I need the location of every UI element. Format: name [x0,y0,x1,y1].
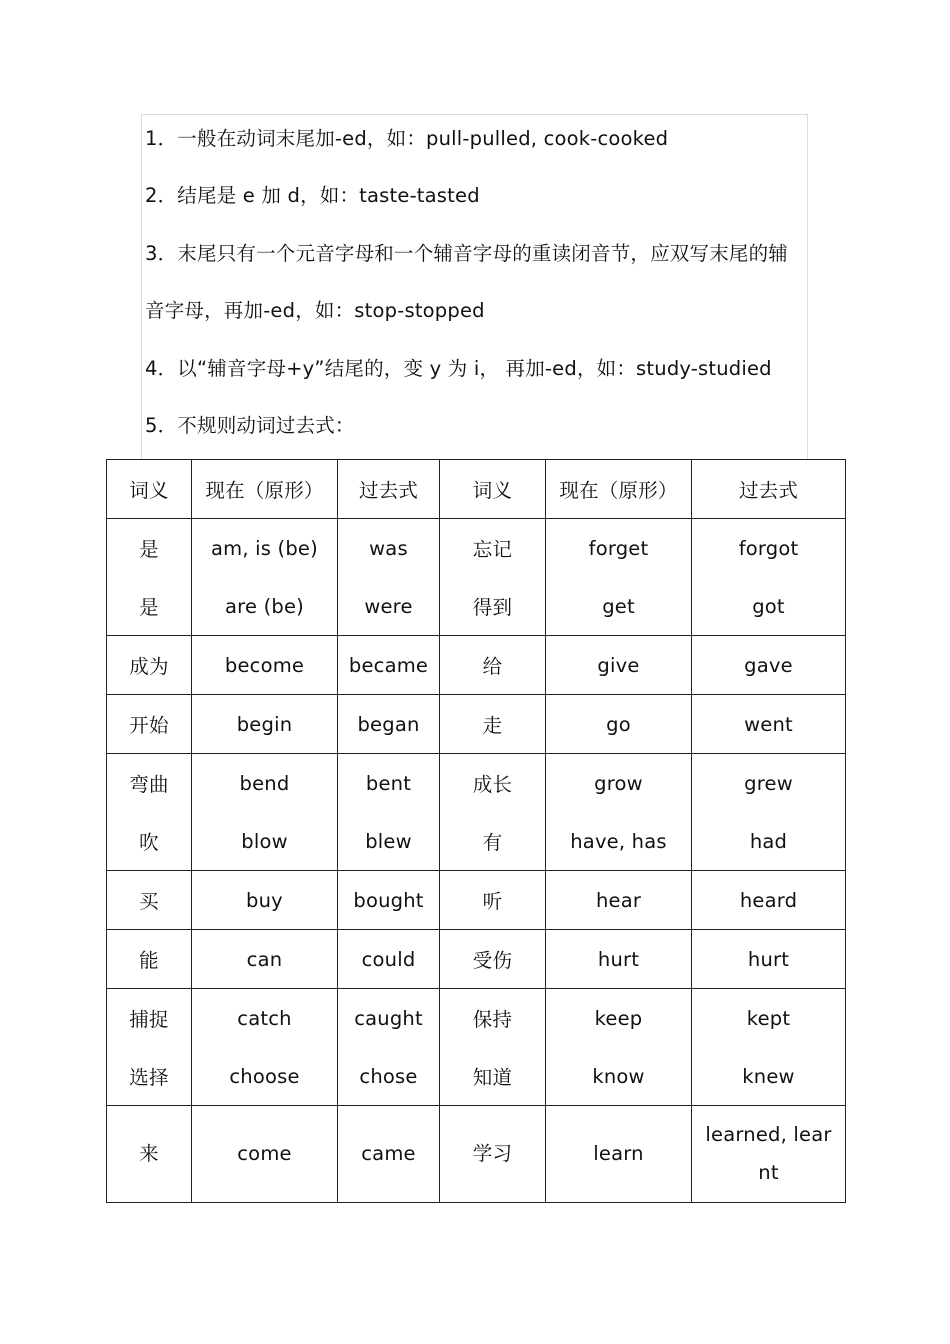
table-cell: 知道 [440,1047,546,1106]
table-cell: 受伤 [440,930,546,989]
table-cell: grow [546,754,692,813]
table-cell: learn [546,1106,692,1203]
table-cell: came [338,1106,440,1203]
rule-3-line-1: 3．末尾只有一个元音字母和一个辅音字母的重读闭音节，应双写末尾的辅 [145,242,789,265]
table-cell: was [338,519,440,578]
table-row [107,577,846,636]
table-cell: bent [338,754,440,813]
rule-4: 4．以“辅音字母+y”结尾的，变 y 为 i， 再加-ed，如：study-studied [145,357,772,380]
table-cell: 来 [107,1106,192,1203]
table-row [107,695,846,754]
header-cell: 过去式 [692,460,846,519]
header-cell: 词义 [440,460,546,519]
table-cell: could [338,930,440,989]
table-cell: hear [546,871,692,930]
table-cell: buy [192,871,338,930]
table-cell: choose [192,1047,338,1106]
table-header-row [107,460,846,519]
table-cell: give [546,636,692,695]
table-cell: hurt [692,930,846,989]
table-cell: get [546,577,692,636]
table-cell: 听 [440,871,546,930]
table-cell: 是 [107,519,192,578]
table-cell: kept [692,989,846,1048]
table-cell: 买 [107,871,192,930]
table-row [107,930,846,989]
table-cell: went [692,695,846,754]
table-cell: 成长 [440,754,546,813]
rule-5: 5．不规则动词过去式： [145,414,355,437]
table-cell: bought [338,871,440,930]
table-cell: chose [338,1047,440,1106]
table-cell: catch [192,989,338,1048]
table-cell: are (be) [192,577,338,636]
table-row [107,754,846,813]
table-cell: blow [192,812,338,871]
table-cell: got [692,577,846,636]
table-cell: 有 [440,812,546,871]
rule-2: 2．结尾是 e 加 d，如：taste-tasted [145,184,480,207]
table-row [107,1047,846,1106]
irregular-verbs-table [106,459,846,1203]
table-cell: blew [338,812,440,871]
header-cell: 词义 [107,460,192,519]
header-cell: 现在（原形） [192,460,338,519]
table-cell: 学习 [440,1106,546,1203]
table-cell: know [546,1047,692,1106]
table-cell: gave [692,636,846,695]
table-cell: forget [546,519,692,578]
table-cell: caught [338,989,440,1048]
table-cell: have, has [546,812,692,871]
table-cell: 成为 [107,636,192,695]
header-cell: 现在（原形） [546,460,692,519]
table-cell: 忘记 [440,519,546,578]
table-cell: 给 [440,636,546,695]
table-cell: 选择 [107,1047,192,1106]
table-row [107,812,846,871]
table-cell: 能 [107,930,192,989]
table-cell: keep [546,989,692,1048]
table-cell: forgot [692,519,846,578]
table-cell: bend [192,754,338,813]
table-cell: became [338,636,440,695]
table-cell: 保持 [440,989,546,1048]
table-cell: 弯曲 [107,754,192,813]
table-cell: 是 [107,577,192,636]
table-row [107,1106,846,1203]
rule-1: 1．一般在动词末尾加-ed，如：pull-pulled, cook-cooked [145,127,669,150]
table-cell [692,1106,846,1203]
table-cell-text: learned, learnt [705,1123,832,1184]
table-cell: had [692,812,846,871]
table-cell: grew [692,754,846,813]
table-row [107,636,846,695]
table-cell: hurt [546,930,692,989]
table-cell: begin [192,695,338,754]
table-cell: go [546,695,692,754]
table-row [107,519,846,578]
table-cell: 捕捉 [107,989,192,1048]
table-cell: 吹 [107,812,192,871]
table-cell: 得到 [440,577,546,636]
table-cell: began [338,695,440,754]
table-cell: can [192,930,338,989]
table-cell: 走 [440,695,546,754]
table-cell: knew [692,1047,846,1106]
table-row [107,871,846,930]
table-row [107,989,846,1048]
table-cell: were [338,577,440,636]
table-cell: 开始 [107,695,192,754]
rules-box [141,114,808,460]
table-cell: heard [692,871,846,930]
table-cell: come [192,1106,338,1203]
rule-3-line-2: 音字母，再加-ed，如：stop-stopped [145,299,485,322]
table-cell: am, is (be) [192,519,338,578]
table-cell: become [192,636,338,695]
header-cell: 过去式 [338,460,440,519]
